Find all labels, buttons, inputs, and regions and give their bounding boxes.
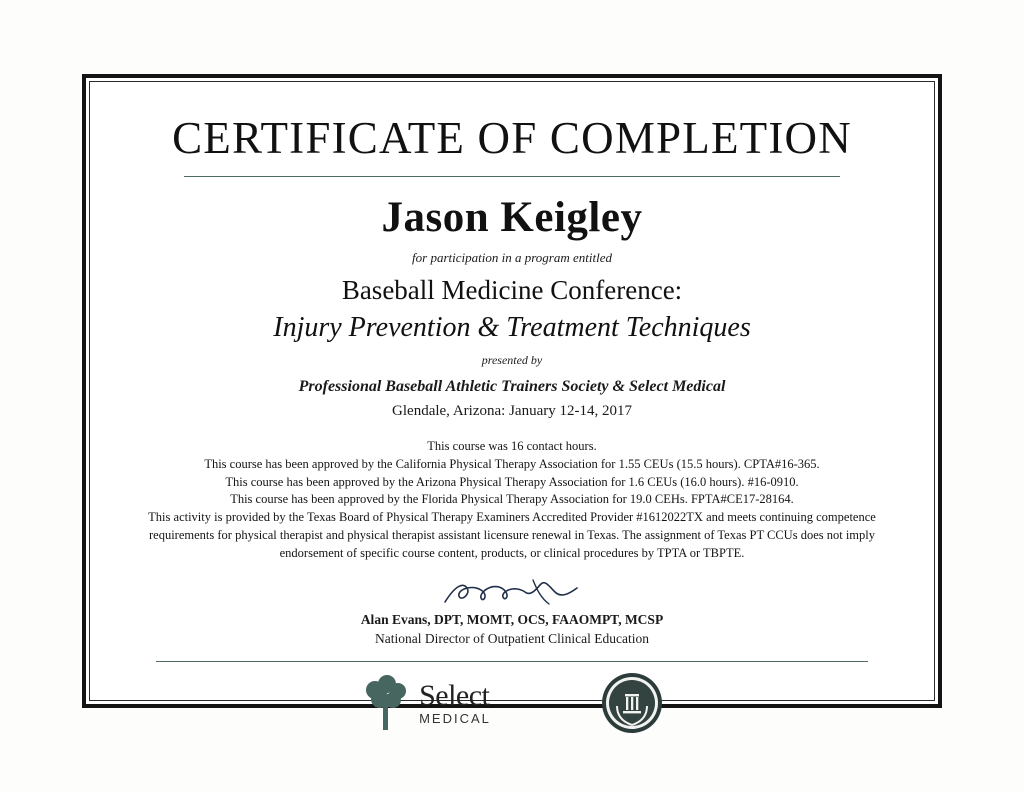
approval-line-california: [142, 456, 882, 474]
signature-area: [124, 576, 900, 610]
certificate-title: CERTIFICATE OF COMPLETION: [172, 113, 852, 163]
approval-statements: [124, 438, 900, 562]
signer-title: National Director of Outpatient Clinical Education: [374, 631, 650, 647]
recipient-name: Jason Keigley: [381, 194, 643, 241]
select-medical-wordmark: [419, 681, 491, 725]
participation-line: for participation in a program entitled: [412, 250, 612, 265]
logo-row: [124, 672, 900, 734]
certificate-content: [86, 78, 938, 727]
program-subtitle: Injury Prevention & Treatment Techniques: [273, 312, 751, 343]
approval-line-florida: [142, 491, 882, 509]
signer-name: Alan Evans, DPT, MOMT, OCS, FAAOMPT, MCSP: [360, 612, 664, 628]
approval-text-4: This course has been approved by the Florida Physical Therapy Association for 19.0 CEHs. FPTA#CE17-28164.: [230, 492, 794, 507]
approval-text-5: This activity is provided by the Texas Board of Physical Therapy Examiners Accredited Provider #1612022TX and meets continuing competence requirements for physical therapist and physical therapist assistant licensure renewal in Texas. The assignment of Texas PT CCUs does not imply endorsement of specific course content, products, or clinical procedures by TPTA or TBPTE.: [148, 510, 876, 560]
presented-by-label: presented by: [481, 353, 543, 367]
location-and-date: Glendale, Arizona: January 12-14, 2017: [392, 403, 632, 419]
approval-line-contact-hours: [142, 438, 882, 456]
select-medical-logo: [361, 674, 491, 732]
program-title: Baseball Medicine Conference:: [341, 275, 683, 305]
approval-line-texas: [142, 509, 882, 562]
select-word: Select: [419, 679, 490, 713]
divider-bottom: [156, 661, 868, 662]
approval-text-3: This course has been approved by the Arizona Physical Therapy Association for 1.6 CEUs (16.0 hours). #16-0910.: [225, 474, 799, 489]
divider-top: [184, 176, 840, 177]
presenting-organizations: Professional Baseball Athletic Trainers Society & Select Medical: [298, 378, 726, 395]
medical-word: MEDICAL: [419, 711, 491, 727]
approval-line-arizona: [142, 474, 882, 492]
approval-text-2: This course has been approved by the California Physical Therapy Association for 1.55 CEUs (15.5 hours). CPTA#16-365.: [204, 456, 820, 471]
pbats-seal-icon: [601, 672, 663, 734]
tree-icon: [361, 674, 413, 732]
certificate-border-outer: [82, 74, 942, 727]
approval-text-1: This course was 16 contact hours.: [427, 439, 597, 453]
handwritten-signature-icon: [437, 576, 587, 610]
